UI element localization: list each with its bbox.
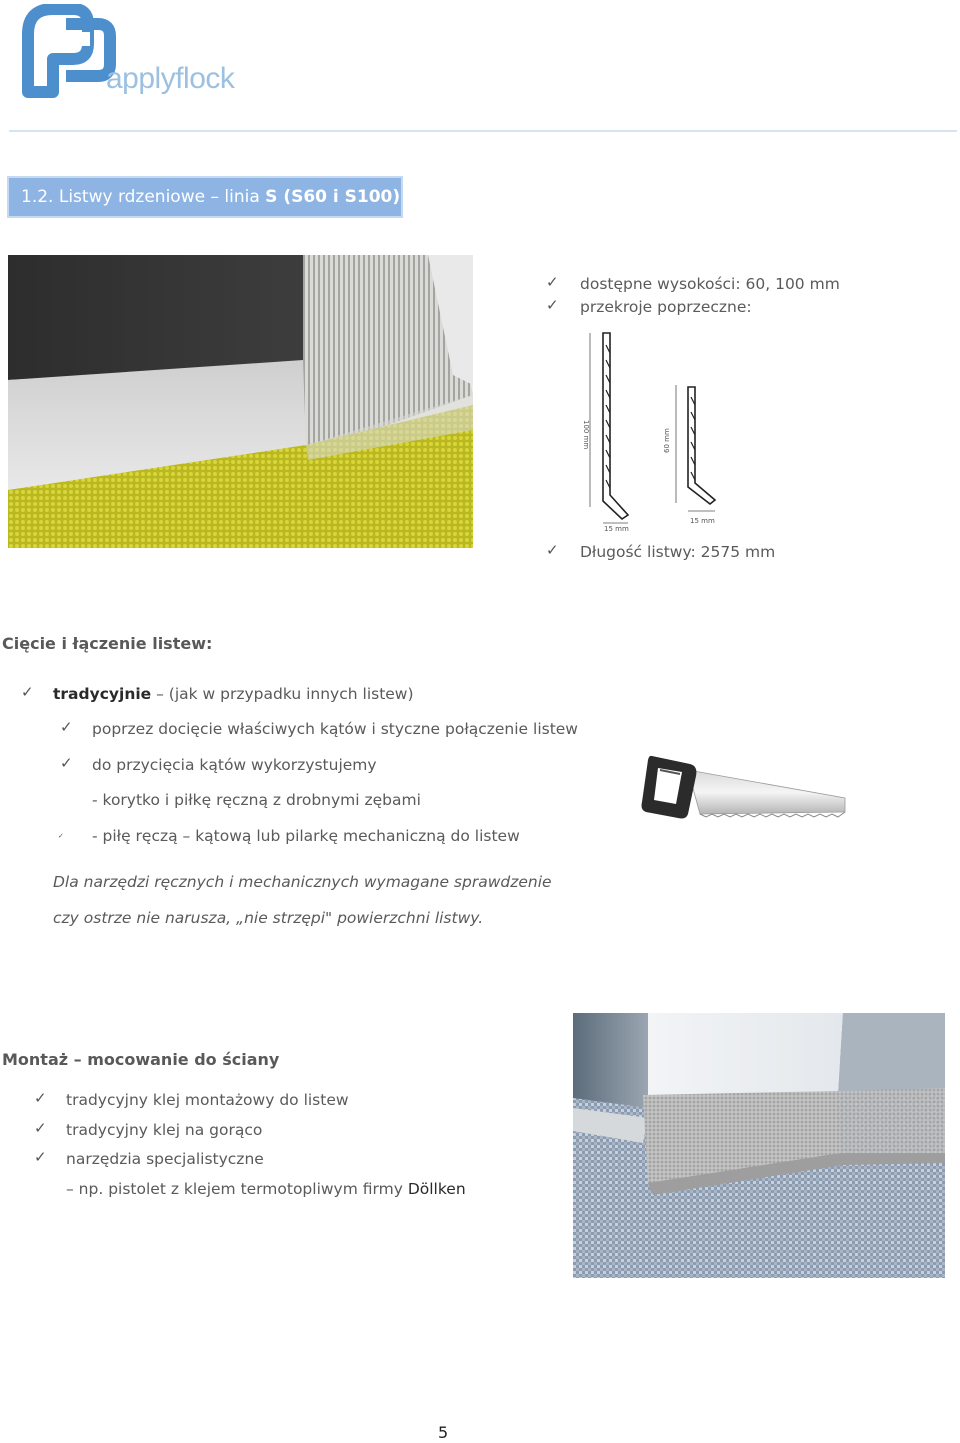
check-icon: ✓ [34,1148,47,1166]
check-icon: ✓ [21,683,34,701]
cross-section-diagram [570,325,730,535]
mounting-heading [2,1050,279,1069]
section-title [7,176,403,218]
mounting-item-4-brand: Döllken [407,1180,466,1198]
check-icon: ✓ [58,832,64,840]
spec-heights: dostępne wysokości: 60, 100 mm [580,275,840,293]
check-icon: ✓ [60,718,73,736]
mounting-item-1: tradycyjny klej montażowy do listew [66,1091,349,1109]
diagram-label-100-height: 100 mm [582,420,590,450]
mounting-item-4 [66,1180,466,1198]
check-icon: ✓ [546,273,559,291]
cutting-item-3: - korytko i piłkę ręczną z drobnymi zębami [92,791,421,809]
cutting-traditional-rest: – (jak w przypadku innych listew) [156,685,414,703]
check-icon: ✓ [34,1089,47,1107]
diagram-label-60-height: 60 mm [663,428,671,453]
diagram-label-60-width: 15 mm [690,517,715,525]
hand-saw-image [640,750,850,822]
skirting-photo-corner [573,1013,945,1278]
check-icon: ✓ [546,296,559,314]
check-icon: ✓ [60,754,73,772]
cutting-note-line-2: czy ostrze nie narusza, „nie strzępi" powierzchni listwy. [53,909,484,927]
mounting-item-4-prefix: – np. pistolet z klejem termotopliwym firmy [66,1180,408,1198]
cutting-traditional-bold: tradycyjnie [53,685,152,703]
logo-wordmark: applyflock [106,62,235,95]
cutting-item-4: - piłę ręczą – kątową lub pilarkę mechaniczną do listew [92,827,520,845]
mounting-item-3: narzędzia specjalistyczne [66,1150,264,1168]
skirting-photo-yellow-carpet [8,255,473,548]
check-icon: ✓ [546,541,559,559]
af-logo-icon [18,4,118,99]
section-title-text: Listwy rdzeniowe – linia [58,187,260,207]
mounting-item-2: tradycyjny klej na gorąco [66,1121,263,1139]
cutting-item-1: poprzez docięcie właściwych kątów i styczne połączenie listew [92,720,578,738]
spec-profiles: przekroje poprzeczne: [580,298,752,316]
section-number: 1.2. [21,187,54,207]
section-title-bold: S (S60 i S100) [265,187,401,207]
cutting-note-line-1: Dla narzędzi ręcznych i mechanicznych wymagane sprawdzenie [53,873,552,891]
check-icon: ✓ [34,1119,47,1137]
diagram-label-100-width: 15 mm [604,525,629,533]
header-divider [9,130,957,132]
mounting-heading-rest: – mocowanie do ściany [73,1050,280,1069]
cutting-item-2: do przycięcia kątów wykorzystujemy [92,756,377,774]
mounting-heading-bold: Montaż [2,1050,69,1069]
applyflock-logo [18,4,248,99]
page-number: 5 [438,1423,449,1442]
spec-length: Długość listwy: 2575 mm [580,543,776,561]
cutting-heading: Cięcie i łączenie listew: [2,634,213,653]
cutting-traditional [53,685,414,703]
